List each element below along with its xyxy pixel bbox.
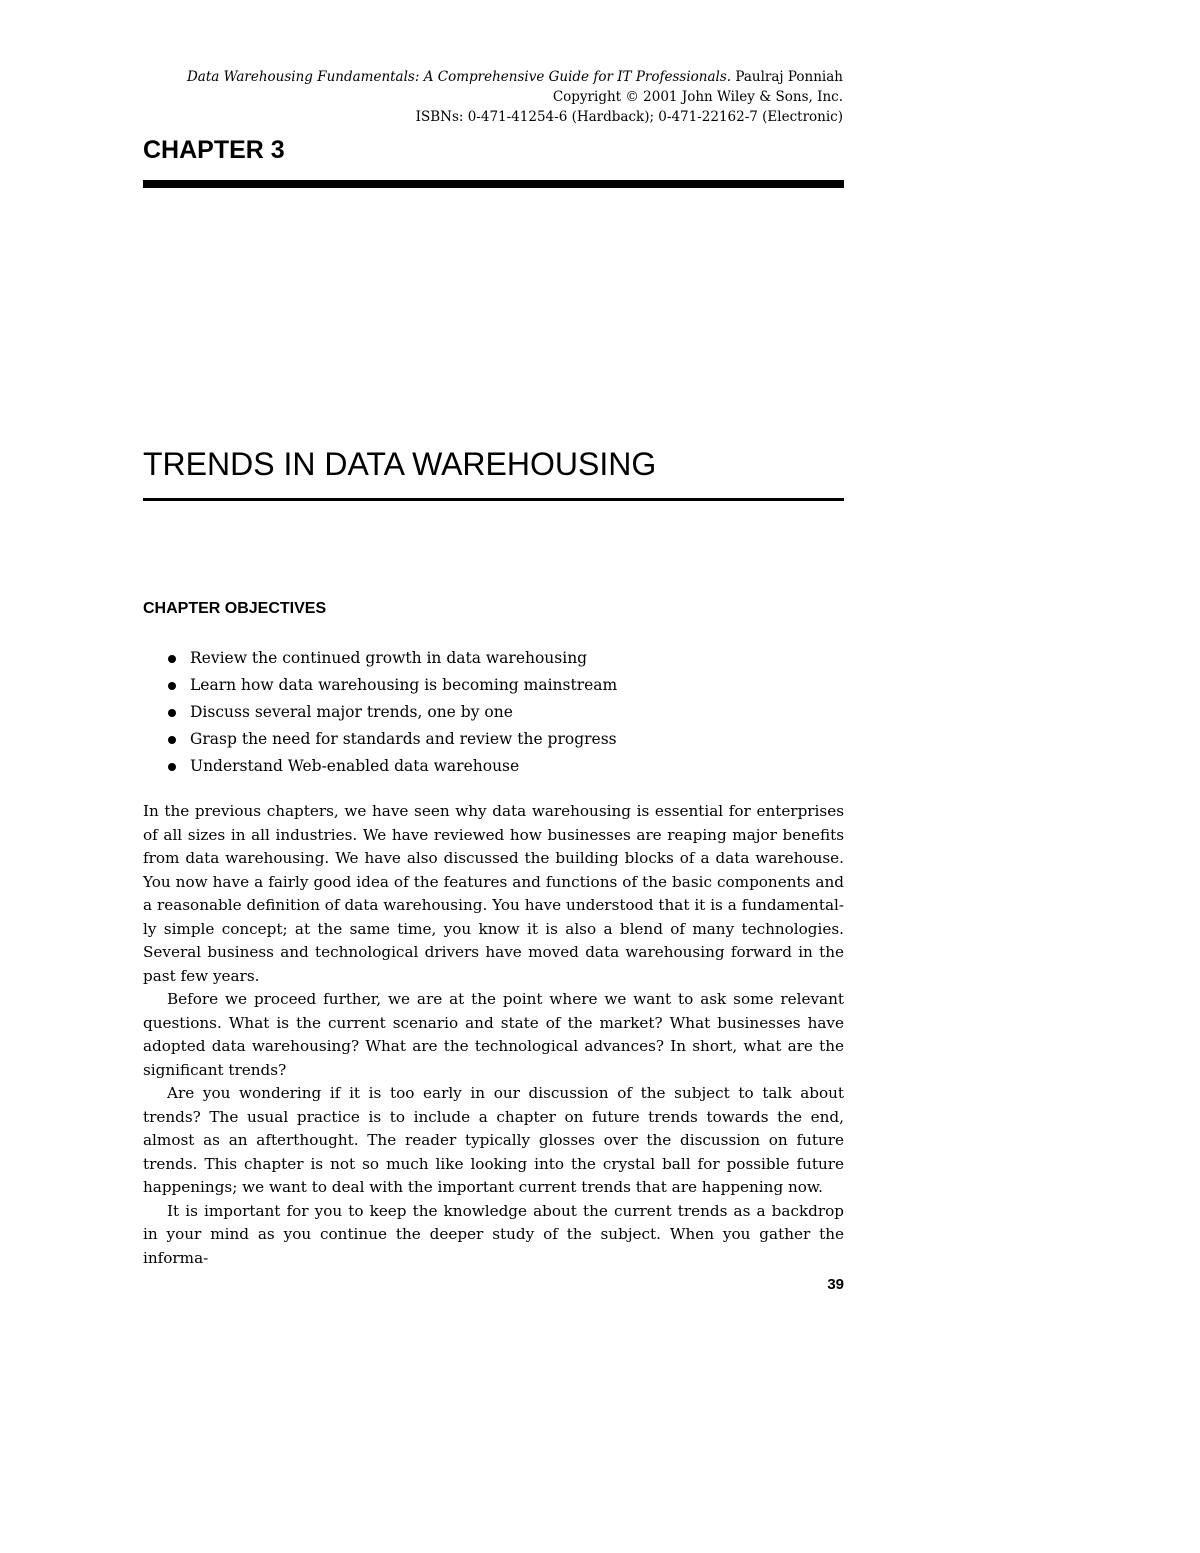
book-title: Data Warehousing Fundamentals: A Comprehensive Guide for IT Professionals. bbox=[186, 69, 732, 85]
book-author: Paulraj Ponniah bbox=[731, 69, 843, 85]
list-item bbox=[166, 726, 617, 753]
objective-text: Grasp the need for standards and review the progress bbox=[190, 730, 617, 748]
citation-header bbox=[143, 67, 843, 127]
body-paragraph: Before we proceed further, we are at the point where we want to ask some relevant questions. What is the current scenario and state of the market? What businesses have adopted data warehousing? What are the technological advances? In short, what are the significant trends? bbox=[143, 990, 844, 1079]
citation-title-line bbox=[143, 67, 843, 87]
bullet-icon bbox=[168, 682, 176, 690]
bullet-icon bbox=[168, 709, 176, 717]
body-paragraph: Are you wondering if it is too early in our discussion of the subject to talk about trends? The usual practice is to include a chapter on future trends towards the end, almost as an afterthought. The reader typically glosses over the discussion on future trends. This chapter is not so much like looking into the crystal ball for possible future happenings; we want to deal with the important current trends that are happening now. bbox=[143, 1084, 844, 1196]
chapter-title-divider bbox=[143, 498, 844, 501]
body-paragraph: It is important for you to keep the knowledge about the current trends as a backdrop in your mind as you continue the deeper study of the subject. When you gather the informa- bbox=[143, 1201, 844, 1267]
list-item bbox=[166, 645, 617, 672]
chapter-divider-thick bbox=[143, 180, 844, 188]
body-paragraph: In the previous chapters, we have seen why data warehousing is essential for enterprises of all sizes in all industries. We have reviewed how businesses are reaping major benefits from data warehousing. We have also discussed the building blocks of a data warehouse. You now have a fairly good idea of the features and functions of the basic components and a reasonable definition of data warehousing. You have understood that it is a fundamental-ly simple concept; at the same time, you know it is also a blend of many technologies. Several business and technological drivers have moved data warehousing forward in the past few years. bbox=[143, 802, 844, 985]
isbn-line: ISBNs: 0-471-41254-6 (Hardback); 0-471-22162-7 (Electronic) bbox=[415, 109, 843, 125]
chapter-label: CHAPTER 3 bbox=[143, 136, 285, 164]
list-item bbox=[166, 753, 617, 780]
copyright-line: Copyright © 2001 John Wiley & Sons, Inc. bbox=[552, 89, 843, 105]
bullet-icon bbox=[168, 655, 176, 663]
bullet-icon bbox=[168, 736, 176, 744]
objective-text: Discuss several major trends, one by one bbox=[190, 703, 513, 721]
chapter-title: TRENDS IN DATA WAREHOUSING bbox=[143, 446, 657, 482]
list-item bbox=[166, 672, 617, 699]
objectives-list bbox=[166, 645, 617, 780]
objectives-heading: CHAPTER OBJECTIVES bbox=[143, 600, 327, 617]
page-number: 39 bbox=[827, 1276, 844, 1293]
bullet-icon bbox=[168, 763, 176, 771]
objective-text: Review the continued growth in data warehousing bbox=[190, 649, 588, 667]
objective-text: Understand Web-enabled data warehouse bbox=[190, 757, 520, 775]
list-item bbox=[166, 699, 617, 726]
objective-text: Learn how data warehousing is becoming mainstream bbox=[190, 676, 618, 694]
body-text bbox=[143, 800, 844, 1270]
